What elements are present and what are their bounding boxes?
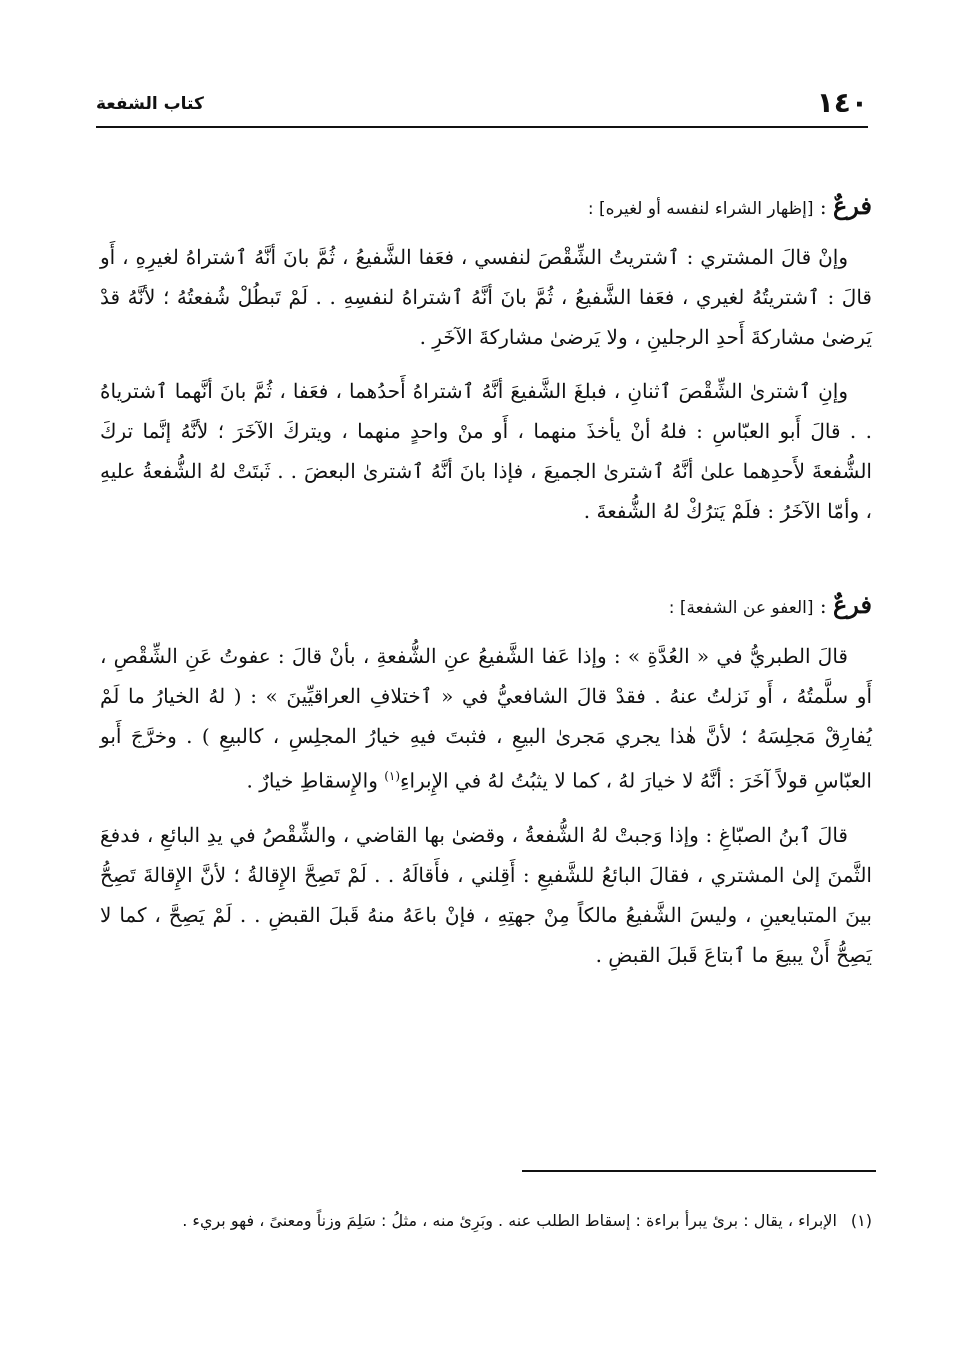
- footnote-reference[interactable]: (١): [384, 769, 401, 783]
- section-label: فرعٌ: [832, 191, 872, 220]
- running-title: كتاب الشفعة: [96, 94, 204, 114]
- section-heading-1: [100, 186, 872, 229]
- footnote-text: الإبراء ، يقال : برئ يبرأ براءة : إسقاط الطلب عنه . وبَرِئ منه ، مثلُ : سَلِمَ وزناً ومعنىً ، فهو بريء .: [182, 1211, 837, 1230]
- paragraph: [100, 636, 872, 801]
- paragraph-text-tail: والإِسقاطِ خيارٌ .: [246, 768, 385, 793]
- page-header: [96, 84, 868, 124]
- section-spacer: [100, 545, 872, 585]
- section-colon: :: [813, 594, 833, 618]
- page-body: [100, 186, 872, 989]
- paragraph: قالَ ٱبنُ الصبّاغِ : وإذا وَجبتْ لهُ الشُّفعةُ ، وقضىٰ بها القاضي ، والشِّقْصُ في يدِ البائعِ ، فدفعَ الثَّمنَ إلىٰ المشتري ، فقالَ البائعُ للشَّفيعِ : أَقِلني ، فأَقالَهُ . . لَمْ تَصِحَّ الإِقالةُ ؛ لأنَّ الإِقالةَ تَصِحُّ بينَ المتبايعينِ ، وليسَ الشَّفيعُ مالكاً مِنْ جهتِهِ ، فإنْ باعَهُ منهُ قَبلَ القبضِ . . لَمْ يَصِحَّ ، كما لا يَصِحُّ أَنْ يبيعَ ما ٱبتاعَ قَبلَ القبضِ .: [100, 822, 872, 967]
- footnote-number: (١): [850, 1211, 872, 1230]
- footnote-item: [100, 1204, 872, 1238]
- section-title: [العفو عن الشفعة] :: [668, 598, 814, 618]
- paragraph: وإنِ ٱشترىٰ الشِّقْصَ ٱثنانِ ، فبلغَ الشَّفيعَ أنَّهُ ٱشتراهُ أَحدُهما ، فعَفا ، ثُمَّ بانَ أنَّهما ٱشترياهُ . . قالَ أَبو العبّاسِ : فلهُ أنْ يأخذَ منهما ، أَو منْ واحدٍ منهما ، ويتركَ الآخَرَ ؛ لأنَّهُ إنَّما تركَ الشُّفعةَ لأَحدِهما علىٰ أنَّهُ ٱشترىٰ الجميعَ ، فإذا بانَ أنَّهُ ٱشترىٰ البعضَ . . ثَبتَتْ لهُ الشُّفعةُ عليهِ ، وأمّا الآخَرُ : فلَمْ يَترُكْ لهُ الشُّفعةَ .: [100, 379, 872, 523]
- section-label: فرعٌ: [832, 590, 872, 619]
- footnote-divider: [522, 1170, 876, 1172]
- section-heading-2: [100, 585, 872, 628]
- paragraph-text: قالَ الطبريُّ في « العُدَّةِ » : وإذا عَفا الشَّفيعُ عنِ الشُّفعةِ ، بأنْ قالَ : عفوتُ عَنِ الشِّقْصِ ، أَو سلَّمتُهُ ، أَو نَزلتُ عنهُ . فقدْ قالَ الشافعيُّ في « ٱختلافِ العراقيِّينَ » : ( لهُ الخيارُ ما لَمْ يُفارِقْ مَجلِسَهُ ؛ لأنَّ هٰذا يجري مَجرىٰ البيعِ ، فثبتَ فيهِ خيارُ المجلِسِ ، كالبيعِ ) . وخرَّجَ أَبو العبّاسِ قولاً آخَرَ : أنَّهُ لا خيارَ لهُ ، كما لا يثبُتُ لهُ في الإِبراءِ: [100, 644, 872, 793]
- section-colon: :: [813, 195, 833, 219]
- footnotes: [100, 1204, 872, 1238]
- paragraph: وإنْ قالَ المشتري : ٱشتريتُ الشِّقْصَ لنفسي ، فعَفا الشَّفيعُ ، ثُمَّ بانَ أنَّهُ ٱشتراهُ لغيرِهِ ، أَو قالَ : ٱشتريتُهُ لغيري ، فعَفا الشَّفيعُ ، ثُمَّ بانَ أنَّهُ ٱشتراهُ لنفسِهِ . . لَمْ تَبطُلْ شُفعتُهُ ؛ لأنَّهُ قدْ يَرضىٰ مشاركةَ أَحدِ الرجلينِ ، ولا يَرضىٰ مشاركةَ الآخَرِ .: [100, 245, 872, 349]
- header-divider: [96, 126, 868, 128]
- page-number: ١٤٠: [816, 86, 868, 119]
- section-title: [إظهار الشراء لنفسه أو لغيره] :: [587, 199, 814, 219]
